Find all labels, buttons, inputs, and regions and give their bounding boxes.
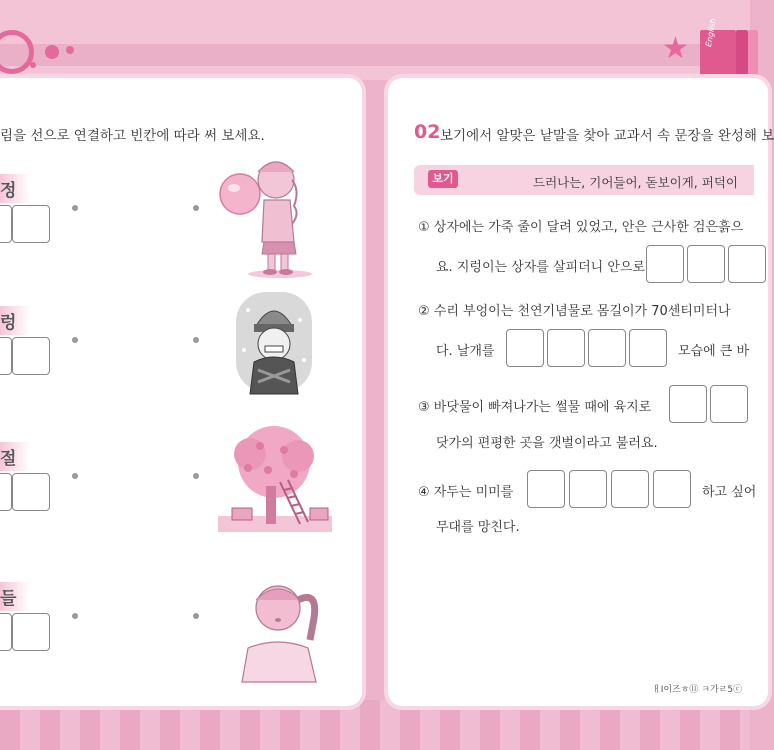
blank-box[interactable] — [611, 470, 649, 508]
sentence-text: ① 상자에는 가죽 줄이 달려 있었고, 안은 근사한 검은흙으 — [418, 220, 744, 235]
match-dot[interactable] — [193, 473, 199, 479]
sentence-text: ③ 바닷물이 빠져나가는 썰물 때에 육지로 — [418, 400, 652, 415]
blank-box[interactable] — [653, 470, 691, 508]
answer-box[interactable] — [0, 473, 12, 511]
word-label: 렁 — [0, 306, 30, 335]
bottom-stripes — [0, 700, 750, 750]
shivering-man-image — [234, 290, 314, 394]
word-label: 정 — [0, 174, 30, 203]
sentence-text: 모습에 큰 바 — [678, 344, 750, 359]
top-stripe — [0, 44, 750, 66]
blank-box[interactable] — [506, 329, 544, 367]
blank-box[interactable] — [687, 245, 725, 283]
sentence-text: 요. 지렁이는 상자를 살피더니 안으로 — [436, 260, 646, 275]
footer-text: ㅐI이즈ㅎ⑪ ㅋ가ㄹ5ⓒ — [652, 685, 743, 695]
answer-box[interactable] — [12, 337, 50, 375]
girl-bubblegum-image — [218, 150, 318, 278]
answer-box[interactable] — [0, 205, 12, 243]
blank-box[interactable] — [588, 329, 626, 367]
star-icon: ★ — [662, 31, 689, 66]
deco-dot — [45, 45, 59, 59]
word-label: 들 — [0, 582, 30, 611]
top-banner — [0, 0, 750, 80]
match-dot[interactable] — [72, 473, 78, 479]
blank-box[interactable] — [527, 470, 565, 508]
sentence-text: ④ 자두는 미미를 — [418, 485, 514, 500]
match-dot[interactable] — [193, 337, 199, 343]
answer-box[interactable] — [12, 473, 50, 511]
sentence-text: ② 수리 부엉이는 천연기념물로 몸길이가 70센티미터나 — [418, 304, 731, 319]
match-dot[interactable] — [193, 613, 199, 619]
match-dot[interactable] — [72, 613, 78, 619]
blank-box[interactable] — [669, 385, 707, 423]
apple-tree-image — [218, 420, 332, 534]
answer-box[interactable] — [12, 613, 50, 651]
deco-dot — [30, 62, 36, 68]
match-dot[interactable] — [193, 205, 199, 211]
sentence-text: 닷가의 편평한 곳을 갯벌이라고 불러요. — [436, 436, 658, 451]
blank-box[interactable] — [728, 245, 766, 283]
sentence-text: 하고 싶어 — [702, 485, 757, 500]
blank-box[interactable] — [569, 470, 607, 508]
answer-box[interactable] — [0, 613, 12, 651]
answer-box[interactable] — [12, 205, 50, 243]
blank-box[interactable] — [629, 329, 667, 367]
blank-box[interactable] — [710, 385, 748, 423]
left-instruction: 림을 선으로 연결하고 빈칸에 따라 써 보세요. — [0, 128, 265, 144]
sentence-text: 무대를 망친다. — [436, 520, 520, 535]
books-label: English — [704, 17, 718, 48]
example-words: 드러나는, 기어들어, 돋보이게, 퍼덕이 — [533, 175, 738, 190]
sentence-text: 다. 날개를 — [436, 344, 495, 359]
question-title: 보기에서 알맞은 낱말을 찾아 교과서 속 문장을 완성해 보 — [440, 128, 774, 144]
question-number: 02 — [414, 121, 441, 143]
example-label: 보기 — [428, 170, 458, 188]
deco-dot — [66, 46, 74, 54]
match-dot[interactable] — [72, 205, 78, 211]
blank-box[interactable] — [547, 329, 585, 367]
boy-thinking-image — [232, 570, 332, 682]
answer-box[interactable] — [0, 337, 12, 375]
word-label: 절 — [0, 442, 30, 471]
match-dot[interactable] — [72, 337, 78, 343]
blank-box[interactable] — [646, 245, 684, 283]
